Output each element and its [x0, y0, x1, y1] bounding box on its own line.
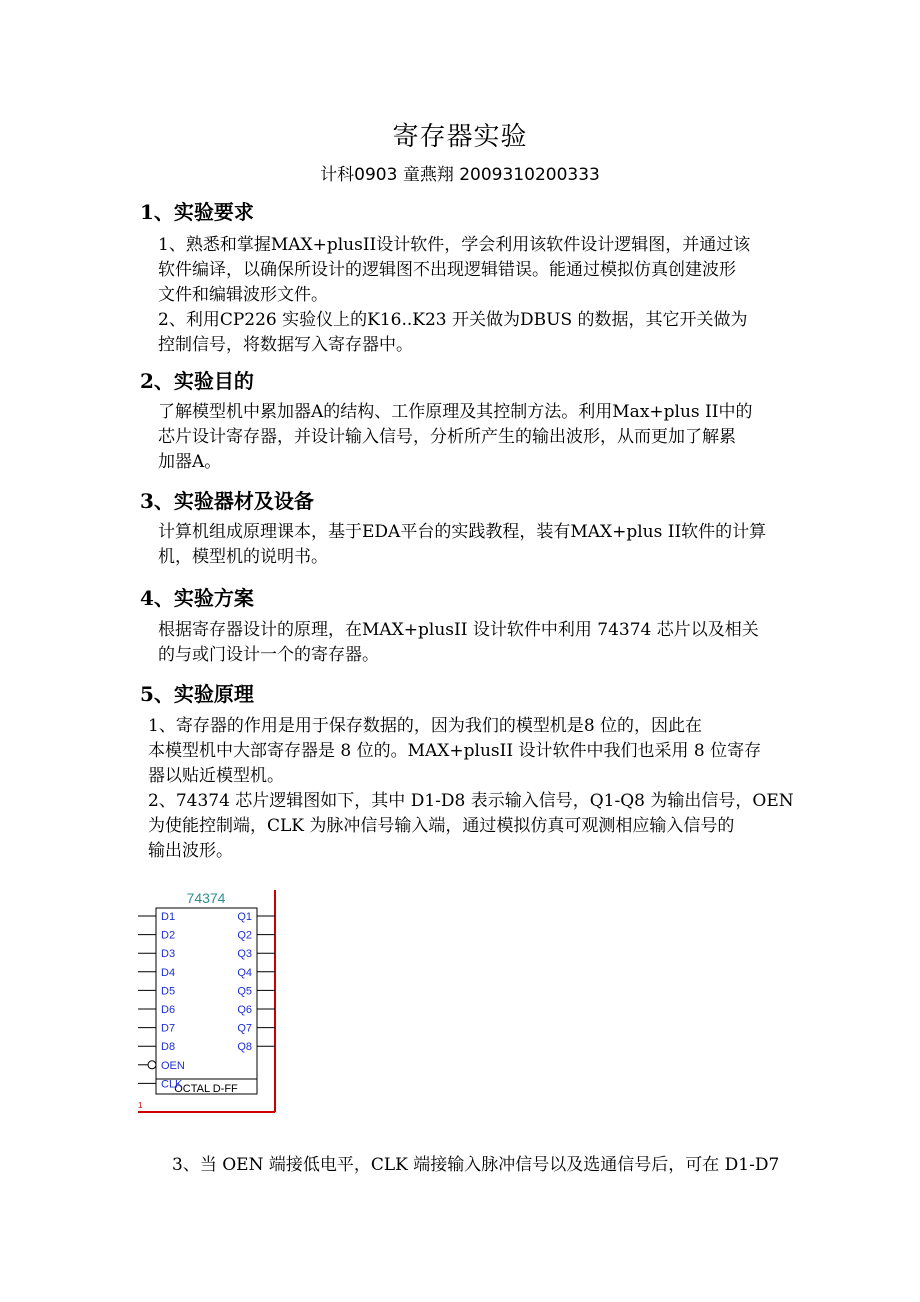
trailing-paragraph-line: 3、当 OEN 端接低电平，CLK 端接输入脉冲信号以及选通信号后，可在 D1-D7: [172, 1155, 780, 1175]
chip-name-label: 74374: [186, 890, 226, 906]
section-2-heading: 2、实验目的: [140, 369, 254, 393]
input-pin-label-d4: D4: [161, 966, 176, 979]
input-pin-label-clk: CLK: [161, 1078, 183, 1091]
section-3-heading: 3、实验器材及设备: [140, 489, 314, 513]
chip-footer-label: OCTAL D-FF: [174, 1083, 238, 1095]
input-pin-label-d6: D6: [161, 1004, 176, 1016]
input-pin-label-d5: D5: [161, 985, 176, 998]
section-5-body: [148, 714, 794, 864]
text-line: 1、熟悉和掌握MAX+plusII设计软件，学会利用该软件设计逻辑图，并通过该: [158, 235, 751, 255]
chip-symbol: [136, 886, 280, 1116]
text-line: 为使能控制端，CLK 为脉冲信号输入端，通过模拟仿真可观测相应输入信号的: [148, 816, 735, 836]
section-5-heading: 5、实验原理: [140, 682, 254, 706]
output-pin-label-q6: Q6: [237, 1004, 252, 1016]
section-1-body: [158, 233, 750, 358]
text-line: 加器A。: [158, 452, 222, 472]
text-line: 1、寄存器的作用是用于保存数据的，因为我们的模型机是8 位的，因此在: [148, 716, 703, 736]
text-line: 2、利用CP226 实验仪上的K16..K23 开关做为DBUS 的数据，其它开关做为: [158, 310, 748, 330]
output-pin-label-q5: Q5: [237, 985, 252, 998]
input-pin-label-d2: D2: [161, 929, 176, 942]
text-line: 根据寄存器设计的原理，在MAX+plusII 设计软件中利用 74374 芯片以及相关: [158, 620, 759, 640]
output-pin-label-q7: Q7: [237, 1022, 252, 1035]
text-line: 芯片设计寄存器，并设计输入信号，分析所产生的输出波形，从而更加了解累: [158, 427, 736, 447]
input-pin-label-d1: D1: [161, 911, 176, 923]
section-4-body: [158, 618, 759, 668]
section-1-heading: 1、实验要求: [140, 200, 254, 224]
section-4-heading: 4、实验方案: [140, 586, 254, 610]
input-pin-label-d8: D8: [161, 1041, 176, 1054]
document-title: 寄存器实验: [392, 122, 528, 152]
text-line: 2、74374 芯片逻辑图如下，其中 D1-D8 表示输入信号，Q1-Q8 为输出信号，OEN: [148, 791, 794, 811]
corner-mark: 1: [138, 1101, 143, 1110]
text-line: 控制信号，将数据写入寄存器中。: [158, 335, 413, 355]
text-line: 器以贴近模型机。: [148, 766, 284, 786]
text-line: 软件编译，以确保所设计的逻辑图不出现逻辑错误。能通过模拟仿真创建波形: [158, 260, 736, 280]
section-2-body: [158, 400, 752, 475]
text-line: 输出波形。: [148, 841, 233, 861]
text-line: 的与或门设计一个的寄存器。: [158, 645, 379, 665]
author-line: 计科0903 童燕翔 2009310200333: [320, 165, 600, 185]
output-pin-label-q8: Q8: [237, 1041, 252, 1054]
text-line: 了解模型机中累加器A的结构、工作原理及其控制方法。利用Max+plus II中的: [158, 402, 753, 422]
input-pin-label-oen: OEN: [161, 1059, 185, 1072]
inversion-bubble: [148, 1061, 156, 1069]
output-pin-label-q2: Q2: [237, 929, 252, 942]
input-pin-label-d3: D3: [161, 948, 176, 961]
input-pin-label-d7: D7: [161, 1022, 176, 1035]
output-pin-label-q1: Q1: [237, 911, 252, 923]
text-line: 机，模型机的说明书。: [158, 547, 328, 567]
chip-74374-diagram: [136, 886, 280, 1116]
text-line: 计算机组成原理课本，基于EDA平台的实践教程，装有MAX+plus II软件的计算: [158, 522, 767, 542]
output-pin-label-q3: Q3: [237, 948, 252, 961]
text-line: 本模型机中大部寄存器是 8 位的。MAX+plusII 设计软件中我们也采用 8 位寄存: [148, 741, 762, 761]
output-pin-label-q4: Q4: [237, 966, 252, 979]
text-line: 文件和编辑波形文件。: [158, 285, 328, 305]
section-3-body: [158, 520, 766, 570]
